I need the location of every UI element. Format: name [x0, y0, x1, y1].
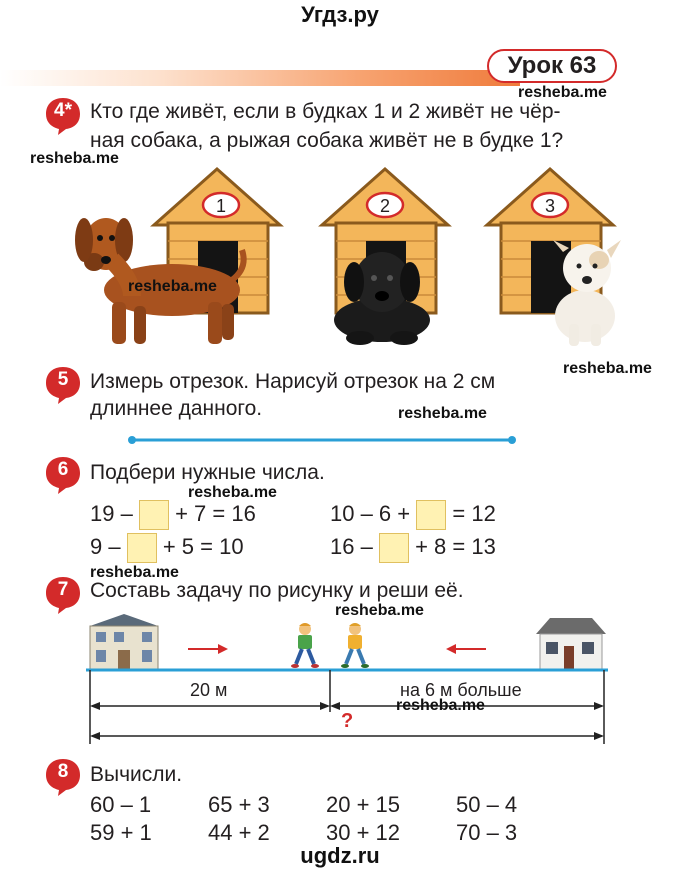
task-number: 7: [57, 579, 69, 600]
task-badge: [44, 455, 82, 495]
header-band: [0, 70, 520, 86]
task-number: 5: [57, 369, 69, 390]
left-house-image: [86, 612, 162, 670]
calc-item: 70 – 3: [456, 820, 518, 845]
house-number: 2: [379, 196, 391, 216]
answer-box[interactable]: [379, 533, 409, 563]
total-distance-question: ?: [341, 710, 354, 732]
equation: 16 – + 8 = 13: [330, 533, 496, 563]
equation: 9 – + 5 = 10: [90, 533, 244, 563]
task-text: Кто где живёт, если в будках 1 и 2 живёт не чёр-: [90, 100, 561, 123]
white-puppy-image: [545, 236, 625, 348]
answer-box[interactable]: [139, 500, 169, 530]
task-number: 6: [57, 459, 69, 480]
task-text: Подбери нужные числа.: [90, 461, 325, 484]
calc-item: 59 + 1: [90, 820, 152, 845]
watermark: resheba.me: [128, 278, 217, 295]
task-badge: [44, 757, 82, 797]
watermark: resheba.me: [335, 602, 424, 619]
task-number: 4*: [54, 100, 72, 121]
watermark: resheba.me: [90, 564, 179, 581]
calc-item: 65 + 3: [208, 792, 270, 817]
right-house-image: [534, 614, 608, 670]
equation: 10 – 6 + = 12: [330, 500, 496, 530]
site-title[interactable]: Угдз.ру: [301, 2, 379, 27]
task-number: 8: [57, 761, 69, 782]
house-number: 3: [544, 196, 556, 216]
distance-label-right: на 6 м больше: [400, 680, 522, 700]
watermark: resheba.me: [563, 360, 652, 377]
lesson-badge: Урок 63: [487, 49, 617, 83]
boy-left-image: [290, 622, 320, 668]
answer-box[interactable]: [416, 500, 446, 530]
measure-segment: [126, 432, 518, 448]
task-badge: [44, 365, 82, 405]
distance-diagram: [84, 664, 612, 746]
arrow-left-icon: [444, 643, 488, 655]
calc-item: 30 + 12: [326, 820, 401, 845]
distance-label-left: 20 м: [190, 680, 228, 700]
calc-item: 20 + 15: [326, 792, 401, 817]
task-text: длиннее данного.: [90, 397, 263, 420]
calc-item: 60 – 1: [90, 792, 152, 817]
calc-item: 44 + 2: [208, 820, 270, 845]
task-text: ная собака, а рыжая собака живёт не в будке 1?: [90, 129, 564, 152]
watermark: resheba.me: [398, 405, 487, 422]
task-badge: [44, 96, 82, 136]
black-puppy-image: [330, 242, 435, 347]
site-footer[interactable]: ugdz.ru: [300, 843, 380, 868]
task-text: Измерь отрезок. Нарисуй отрезок на 2 см: [90, 370, 496, 393]
watermark: resheba.me: [518, 84, 607, 101]
boy-right-image: [340, 622, 370, 668]
calc-item: 50 – 4: [456, 792, 518, 817]
answer-box[interactable]: [127, 533, 157, 563]
task-badge: [44, 575, 82, 615]
watermark: resheba.me: [188, 484, 277, 501]
house-number: 1: [215, 196, 227, 216]
equation: 19 – + 7 = 16: [90, 500, 256, 530]
task-text: Составь задачу по рисунку и реши её.: [90, 579, 464, 602]
arrow-right-icon: [186, 643, 230, 655]
watermark: resheba.me: [30, 150, 119, 167]
watermark: resheba.me: [396, 697, 485, 714]
task-text: Вычисли.: [90, 763, 183, 786]
